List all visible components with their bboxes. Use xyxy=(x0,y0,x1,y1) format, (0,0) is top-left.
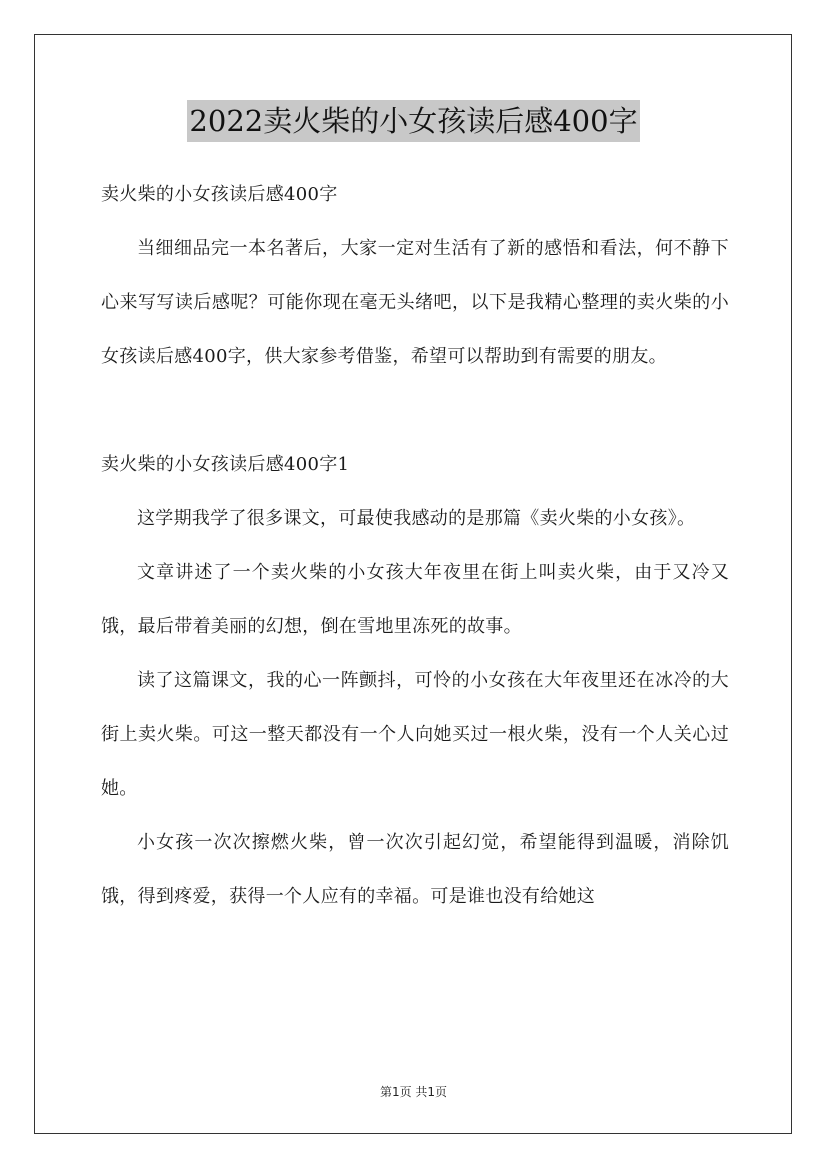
document-title: 2022卖火柴的小女孩读后感400字 xyxy=(187,100,639,142)
intro-heading: 卖火柴的小女孩读后感400字 xyxy=(101,184,338,205)
section-spacer xyxy=(101,384,729,438)
page-number-footer: 第1页 共1页 xyxy=(379,1085,448,1099)
intro-paragraph: 当细细品完一本名著后，大家一定对生活有了新的感悟和看法，何不静下心来写写读后感呢？可能你现在毫无头绪吧，以下是我精心整理的卖火柴的小女孩读后感400字，供大家参考借鉴，希望可以帮助到有需要的朋友。 xyxy=(101,238,729,367)
body-paragraph: 文章讲述了一个卖火柴的小女孩大年夜里在街上叫卖火柴，由于又冷又饿，最后带着美丽的幻想，倒在雪地里冻死的故事。 xyxy=(101,562,729,637)
document-body xyxy=(101,168,729,924)
body-paragraph: 小女孩一次次擦燃火柴，曾一次次引起幻觉，希望能得到温暖，消除饥饿，得到疼爱，获得一个人应有的幸福。可是谁也没有给她这 xyxy=(101,832,729,907)
title-container xyxy=(0,100,827,142)
body-paragraph: 这学期我学了很多课文，可最使我感动的是那篇《卖火柴的小女孩》。 xyxy=(137,508,696,529)
section-heading: 卖火柴的小女孩读后感400字1 xyxy=(101,454,350,475)
body-paragraph: 读了这篇课文，我的心一阵颤抖，可怜的小女孩在大年夜里还在冰冷的大街上卖火柴。可这一整天都没有一个人向她买过一根火柴，没有一个人关心过她。 xyxy=(101,670,729,799)
